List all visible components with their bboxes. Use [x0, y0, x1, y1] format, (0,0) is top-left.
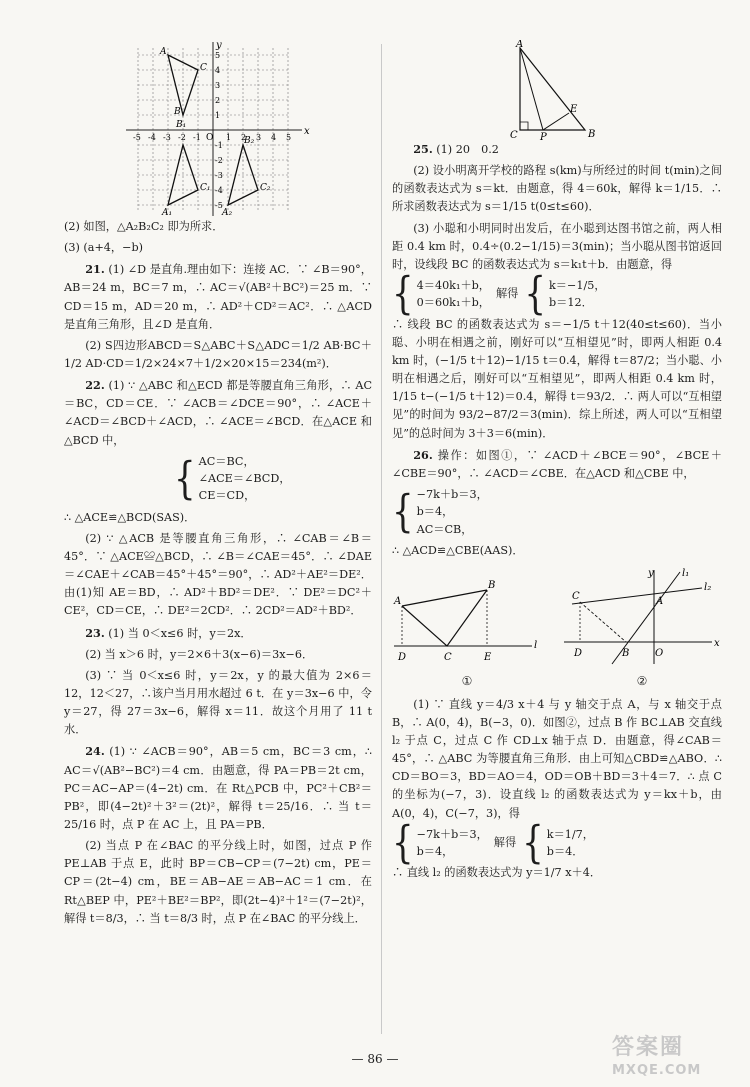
point-label-C: C [200, 63, 207, 73]
y-tick-label: -4 [215, 186, 223, 195]
point-label-C1: C₁ [200, 183, 211, 193]
question-number: 25. [413, 142, 433, 156]
q26-part0: 26. 操作：如图①，∵ ∠ACD＋∠BCE＝90°，∠BCE＋∠CBE＝90°，∴ ∠ACD＝∠CBE．在△ACD 和△CBE 中， [392, 447, 722, 480]
point-label-A: A [656, 596, 664, 608]
segment-AB [402, 590, 487, 606]
question-number: 23. [85, 625, 105, 640]
question-number: 24. [85, 744, 105, 759]
point-label-D: D [398, 652, 407, 664]
y-tick-label: 4 [215, 66, 221, 75]
line-label-l1: l₁ [682, 568, 690, 580]
figure-2-svg [562, 566, 722, 666]
q21-part1: 21. (1) ∠D 是直角.理由如下：连接 AC．∵ ∠B＝90°，AB＝24 m，BC＝7 m，∴ AC＝√(AB²＋BC²)＝25 m．∵ CD＝15 m，AD＝20 m，∴ AD²＋CD²＝AC²．∴ △ACD 是直角三角形，且∠D 是直角． [64, 262, 372, 331]
x-tick-label: 3 [256, 133, 262, 142]
q24-part1: 24. (1) ∵ ∠ACB＝90°，AB＝5 cm，BC＝3 cm，∴ AC＝√(AB²−BC²)＝4 cm．由题意，得 PA＝PB＝2t cm，PC＝AC−AP＝(4−2t) cm．在 Rt△PCB 中，PC²＋CB²＝PB²，即(4−2t)²＋3²＝(2t)²，解得 t＝25/16．∴ 当 t＝25/16 时，点 P 在 AC 上，且 PA＝PB． [64, 744, 372, 832]
question-number: 21. [85, 262, 105, 277]
right-angle-mark [520, 122, 528, 130]
x-tick-label: 5 [286, 133, 292, 142]
q26-part1: (1) ∵ 直线 y＝4/3 x＋4 与 y 轴交于点 A，与 x 轴交于点 B，∴ A(0，4)，B(−3，0)．如图②，过点 B 作 BC⊥AB 交直线 l₂ 于点 C，过点 C 作 CD⊥x 轴于点 D．由题意，得∠CAB＝45°，∴ △ABC 为等腰直角三角形．由上可知△CBD≌△ABO．∴ CD＝BO＝3，BD＝AO＝4，OD＝OB＋BD＝3＋4＝7．∴ 点 C 的坐标为(−7，3)．设直线 l₂ 的函数表达式为 y＝kx＋b，由 A(0，4)，C(−7，3)，得 [392, 697, 722, 820]
point-label-B: B [622, 648, 630, 660]
left-column [64, 40, 372, 931]
q25-part3: (3) 小聪和小明同时出发后，在小聪到达图书馆之前，两人相距 0.4 km 时，0.4÷(0.2−1/15)＝3(min)；当小聪从图书馆返回时，设线段 BC 的函数表达式为 s＝k₁t＋b．由题意，得 [392, 221, 722, 271]
equation-system: { −7k＋b＝3， b＝4， 解得 { k＝1/7， b＝4． [392, 817, 594, 870]
point-label-A: A [516, 40, 524, 50]
point-label-A: A [394, 596, 402, 608]
point-label-E: E [570, 104, 578, 115]
y-tick-label: -5 [215, 201, 223, 210]
y-tick-label: 1 [215, 111, 221, 120]
q22-conclusion: ∴ △ACE≌△BCD(SAS)． [64, 510, 196, 524]
y-tick-label: -2 [215, 156, 223, 165]
point-label-A: A [160, 47, 167, 57]
x-tick-label: -4 [148, 133, 156, 142]
equation-system: { −7k＋b＝3， b＝4， AC＝CB， [392, 486, 488, 538]
x-tick-label: -5 [133, 133, 141, 142]
segment-AP [520, 48, 543, 130]
x-axis-label: x [714, 638, 720, 650]
x-tick-label: 2 [241, 133, 247, 142]
point-label-B1: B₁ [176, 120, 187, 130]
q26-conclusion: ∴ △ACD≌△CBE(AAS)． [392, 544, 524, 558]
page-number: — 86 — [351, 1052, 399, 1066]
q20-part3: (3) (a+4，−b) [64, 241, 144, 255]
y-tick-label: -1 [215, 141, 223, 150]
point-label-B: B [488, 580, 496, 592]
right-triangle-figure [510, 40, 610, 140]
equation-system: { AC＝BC， ∠ACE＝∠BCD， CE＝CD， [174, 452, 291, 505]
coordinate-grid-figure [122, 40, 312, 218]
point-label-D: D [574, 648, 583, 660]
q25-part2: (2) 设小明离开学校的路程 s(km)与所经过的时间 t(min)之间的函数表达式为 s＝kt．由题意，得 4＝60k，解得 k＝1/15．∴ 所求函数表达式为 s＝1/15 t(0≤t≤60)． [392, 164, 722, 214]
x-tick-label: -1 [193, 133, 201, 142]
equation-system: { 4＝40k₁＋b， 0＝60k₁＋b， 解得 { k＝−1/5， b＝12． [392, 268, 606, 321]
q21-part2: (2) S四边形ABCD＝S△ABC＋S△ADC＝1/2 AB·BC＋1/2 AD·CD＝1/2×24×7＋1/2×20×15＝234(m²)． [64, 338, 372, 370]
q20-part2: (2) 如图，△A₂B₂C₂ 即为所求． [64, 220, 224, 233]
point-label-C: C [444, 652, 452, 664]
segment-PE [543, 113, 569, 130]
point-label-B: B [588, 129, 596, 140]
point-label-A2: A₂ [222, 208, 233, 218]
watermark-logo: 答案圈 MXQE.COM [612, 1035, 702, 1078]
figure-1-caption: ① [461, 674, 473, 689]
q23-part2: (2) 当 x＞6 时，y＝2×6＋3(x−6)＝3x−6． [85, 647, 314, 661]
q25-part3-cont: ∴ 线段 BC 的函数表达式为 s＝−1/5 t＋12(40≤t≤60)．当小聪、小明在相遇之前，刚好可以“互相望见”时，即两人相距 0.4 km 时，(−1/5 t＋12)−1/15 t＝0.4，解得 t＝87/2；当小聪、小明在相遇之后，刚好可以“互相望见”，即两人相距 0.4 km 时，1/15 t−(−1/5 t＋12)＝0.4，解得 t＝93/2．∴ 两人可以“互相望见”的时间为 93/2−87/2＝3(min)．综上所述，两人可以“互相望见”的总时间为 3＋3＝6(min)． [392, 317, 722, 440]
origin-label: O [655, 648, 664, 660]
point-label-E: E [484, 652, 492, 664]
x-axis-label: x [304, 126, 310, 137]
q25-part1: 25. (1) 20 0.2 [413, 142, 499, 156]
x-tick-label: -2 [178, 133, 186, 142]
y-axis-label: y [216, 40, 222, 51]
segment-CB [580, 602, 626, 642]
q22-part2: (2) ∵ △ACB 是等腰直角三角形，∴ ∠CAB＝∠B＝45°．∵ △ACE≌△BCD，∴ ∠B＝∠CAE＝45°．∴ ∠DAE＝∠CAE＋∠CAB＝45°＋45°＝90°，∴ AD²＋AE²＝DE²．由(1)知 AE＝BD，∴ AD²＋BD²＝DE²．∵ DE²＝DC²＋CE²，CD＝CE，∴ DE²＝2CD²．∴ 2CD²＝AD²＋BD²． [64, 531, 372, 618]
point-label-A1: A₁ [162, 208, 173, 218]
point-label-B: B [174, 107, 181, 117]
point-label-C: C [510, 130, 518, 140]
line-l2 [572, 588, 702, 604]
point-label-C: C [572, 591, 580, 603]
q22-part1: 22. (1) ∵ △ABC 和△ECD 都是等腰直角三角形，∴ AC＝BC，CD＝CE．∵ ∠ACB＝∠DCE＝90°，∴ ∠ACE＋∠ACD＝∠BCD＋∠ACD，∴ ∠ACE＝∠BCD．在△ACE 和△BCD 中， [64, 378, 373, 447]
q26-figures [392, 566, 722, 692]
y-tick-label: -3 [215, 171, 223, 180]
line-label-l2: l₂ [704, 582, 712, 594]
figure-1-svg [392, 576, 542, 666]
figure-2-caption: ② [636, 674, 648, 689]
figure-2 [562, 566, 722, 692]
q26-part1-conclusion: ∴ 直线 l₂ 的函数表达式为 y＝1/7 x＋4． [392, 866, 602, 880]
y-tick-label: 2 [215, 96, 221, 105]
question-number: 26. [413, 447, 433, 462]
q24-part2: (2) 当点 P 在∠BAC 的平分线上时，如图，过点 P 作 PE⊥AB 于点 E，此时 BP＝CB−CP＝(7−2t) cm，PE＝CP＝(2t−4) cm，BE＝AB−AE＝AB−AC＝1 cm．在 Rt△BEP 中，PE²＋BE²＝BP²，即(2t−4)²＋1²＝(7−2t)²，解得 t＝8/3，∴ 当 t＝8/3 时，点 P 在∠BAC 的平分线上． [64, 839, 372, 925]
point-label-C2: C₂ [260, 183, 271, 193]
column-divider [381, 44, 382, 1034]
figure-1 [392, 576, 542, 692]
y-tick-label: 3 [215, 81, 221, 90]
x-tick-label: 4 [271, 133, 277, 142]
origin-label: O [206, 133, 214, 143]
line-label-l: l [534, 640, 538, 652]
y-tick-label: 5 [215, 51, 221, 60]
point-label-P: P [540, 132, 547, 140]
point-label-B2: B₂ [244, 136, 255, 146]
question-number: 22. [85, 378, 105, 393]
q23-part1: 23. (1) 当 0＜x≤6 时，y＝2x． [85, 625, 252, 640]
x-tick-label: 1 [226, 133, 232, 142]
y-axis-label: y [648, 568, 654, 580]
right-column [392, 40, 722, 886]
x-tick-label: -3 [163, 133, 171, 142]
q23-part3: (3) ∵ 当 0＜x≤6 时，y＝2x，y 的最大值为 2×6＝12，12＜27，∴该户当月用水超过 6 t．在 y＝3x−6 中，令 y＝27，得 27＝3x−6，解得 x＝11．故这个月用了 11 t 水． [64, 668, 372, 737]
triangle-ACB [520, 48, 585, 130]
